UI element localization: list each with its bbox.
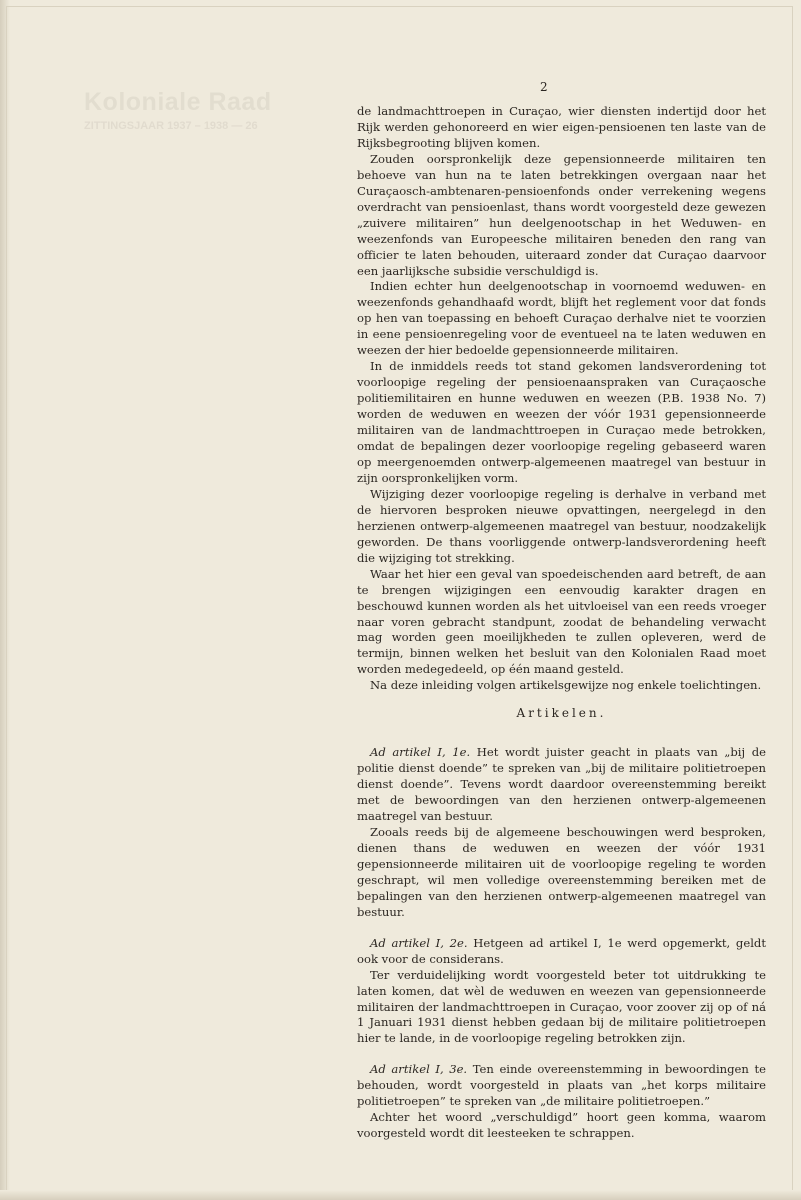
intro-paragraph-5: Wijziging dezer voorloopige regeling is derhalve in verband met de hiervoren besproken nieuwe opvattingen, neergelegd in den herzienen ontwerp-algemeenen maatregel van bestuur, noodzakelijk geworden. De thans voorliggende ontwerp-landsverordening heeft die wijziging tot strekking. xyxy=(357,486,766,565)
article-1e-lead: Ad artikel I, 1e. xyxy=(370,745,471,760)
article-3e-paragraph xyxy=(357,1062,766,1110)
article-1e-paragraph-2: Zooals reeds bij de algemeene beschouwingen werd besproken, dienen thans de weduwen en weezen der vóór 1931 gepensionneerde militairen uit de voorloopige regeling te worden geschrapt, wil men volledige overeenstemming bereiken met de bepalingen van den herzienen ontwerp-algemeenen maatregel van bestuur. xyxy=(357,824,766,919)
article-2e-paragraph xyxy=(357,936,766,968)
article-2e-lead: Ad artikel I, 2e. xyxy=(370,935,468,950)
article-spacer xyxy=(357,1047,766,1062)
intro-paragraph-6: Waar het hier een geval van spoedeischenden aard betreft, de aan te brengen wijzigingen een eenvoudig karakter dragen en beschouwd kunnen worden als het uitvloeisel van een reeds vroeger naar voren gebracht standpunt, zoodat de behandeling verwacht mag worden geen moeilijkheden te zullen opleveren, werd de termijn, binnen welken het besluit van den Kolonialen Raad moet worden medegedeeld, op één maand gesteld. xyxy=(357,566,766,677)
article-spacer xyxy=(357,921,766,936)
article-3e-lead: Ad artikel I, 3e. xyxy=(370,1062,468,1077)
article-2e-paragraph-2: Ter verduidelijking wordt voorgesteld beter tot uitdrukking te laten komen, dat wèl de weduwen en weezen van gepensionneerde militairen der landmachttroepen in Curaçao, voor zoover zij op of ná 1 Januari 1931 dienst hebben gedaan bij de militaire politietroepen hier te lande, in de voorloopige regeling betrokken zijn. xyxy=(357,967,766,1046)
scan-bottom-shadow xyxy=(0,1190,801,1200)
intro-paragraph-2: Zouden oorspronkelijk deze gepensionneerde militairen ten behoeve van hun na te laten betrekkingen overgaan naar het Curaçaosch-ambtenaren-pensioenfonds onder verrekening wegens overdracht van pensioenlast, thans wordt voorgesteld deze gewezen „zuivere militairen” hun deelgenootschap in het Weduwen- en weezenfonds van Europeesche militairen beneden den rang van officier te laten behouden, uiteraard zonder dat Curaçao daarvoor een jaarlijksche subsidie verschuldigd is. xyxy=(357,151,766,278)
article-2e-text: Hetgeen ad artikel I, 1e werd opgemerkt, geldt ook voor de considerans. xyxy=(357,935,766,966)
intro-paragraph-4: In de inmiddels reeds tot stand gekomen landsverordening tot voorloopige regeling der pensioenaanspraken van Curaçaosche politiemilitairen en hunne weduwen en weezen (P.B. 1938 No. 7) worden de weduwen en weezen der vóór 1931 gepensionneerde militairen van de landmachttroepen in Curaçao mede betrokken, omdat de bepalingen dezer voorloopige regeling gebaseerd waren op meergenoemden ontwerp-algemeenen maatregel van bestuur in zijn oorspronkelijken vorm. xyxy=(357,359,766,485)
article-3e-paragraph-2: Achter het woord „verschuldigd” hoort geen komma, waarom voorgesteld wordt dit leesteeken te schrappen. xyxy=(357,1110,766,1141)
bleed-through-subtitle: ZITTINGSJAAR 1937 – 1938 — 26 xyxy=(84,120,258,132)
intro-paragraph-1: de landmachttroepen in Curaçao, wier diensten indertijd door het Rijk werden gehonoreerd en wier eigen-pensioenen ten laste van de Rijksbegrooting blijven komen. xyxy=(357,104,766,150)
article-1e-paragraph xyxy=(357,745,766,825)
article-3e-text: Ten einde overeenstemming in bewoordingen te behouden, wordt voorgesteld in plaats van „het korps militaire politietroepen” te spreken van „de militaire politietroepen.” xyxy=(357,1062,766,1109)
section-heading: Artikelen. xyxy=(516,706,607,721)
page-number: 2 xyxy=(540,80,548,94)
bleed-through-title: Koloniale Raad xyxy=(84,88,272,116)
intro-paragraph-7: Na deze inleiding volgen artikelsgewijze nog enkele toelichtingen. xyxy=(370,678,762,693)
intro-paragraph-3: Indien echter hun deelgenootschap in voornoemd weduwen- en weezenfonds gehandhaafd wordt, blijft het reglement voor dat fonds op hen van toepassing en behoeft Curaçao derhalve niet te voorzien in eene pensioenregeling voor de eventueel na te laten weduwen en weezen der hier bedoelde gepensionneerde militairen. xyxy=(357,279,766,358)
text-column xyxy=(357,104,766,1142)
article-1e-text: Het wordt juister geacht in plaats van „bij de politie dienst doende” te spreken van „bij de militaire politietroepen dienst doende”. Tevens wordt daardoor overeenstemming bereikt met de bewoordingen van den herzienen ontwerp-algemeenen maatregel van bestuur. xyxy=(357,745,766,824)
